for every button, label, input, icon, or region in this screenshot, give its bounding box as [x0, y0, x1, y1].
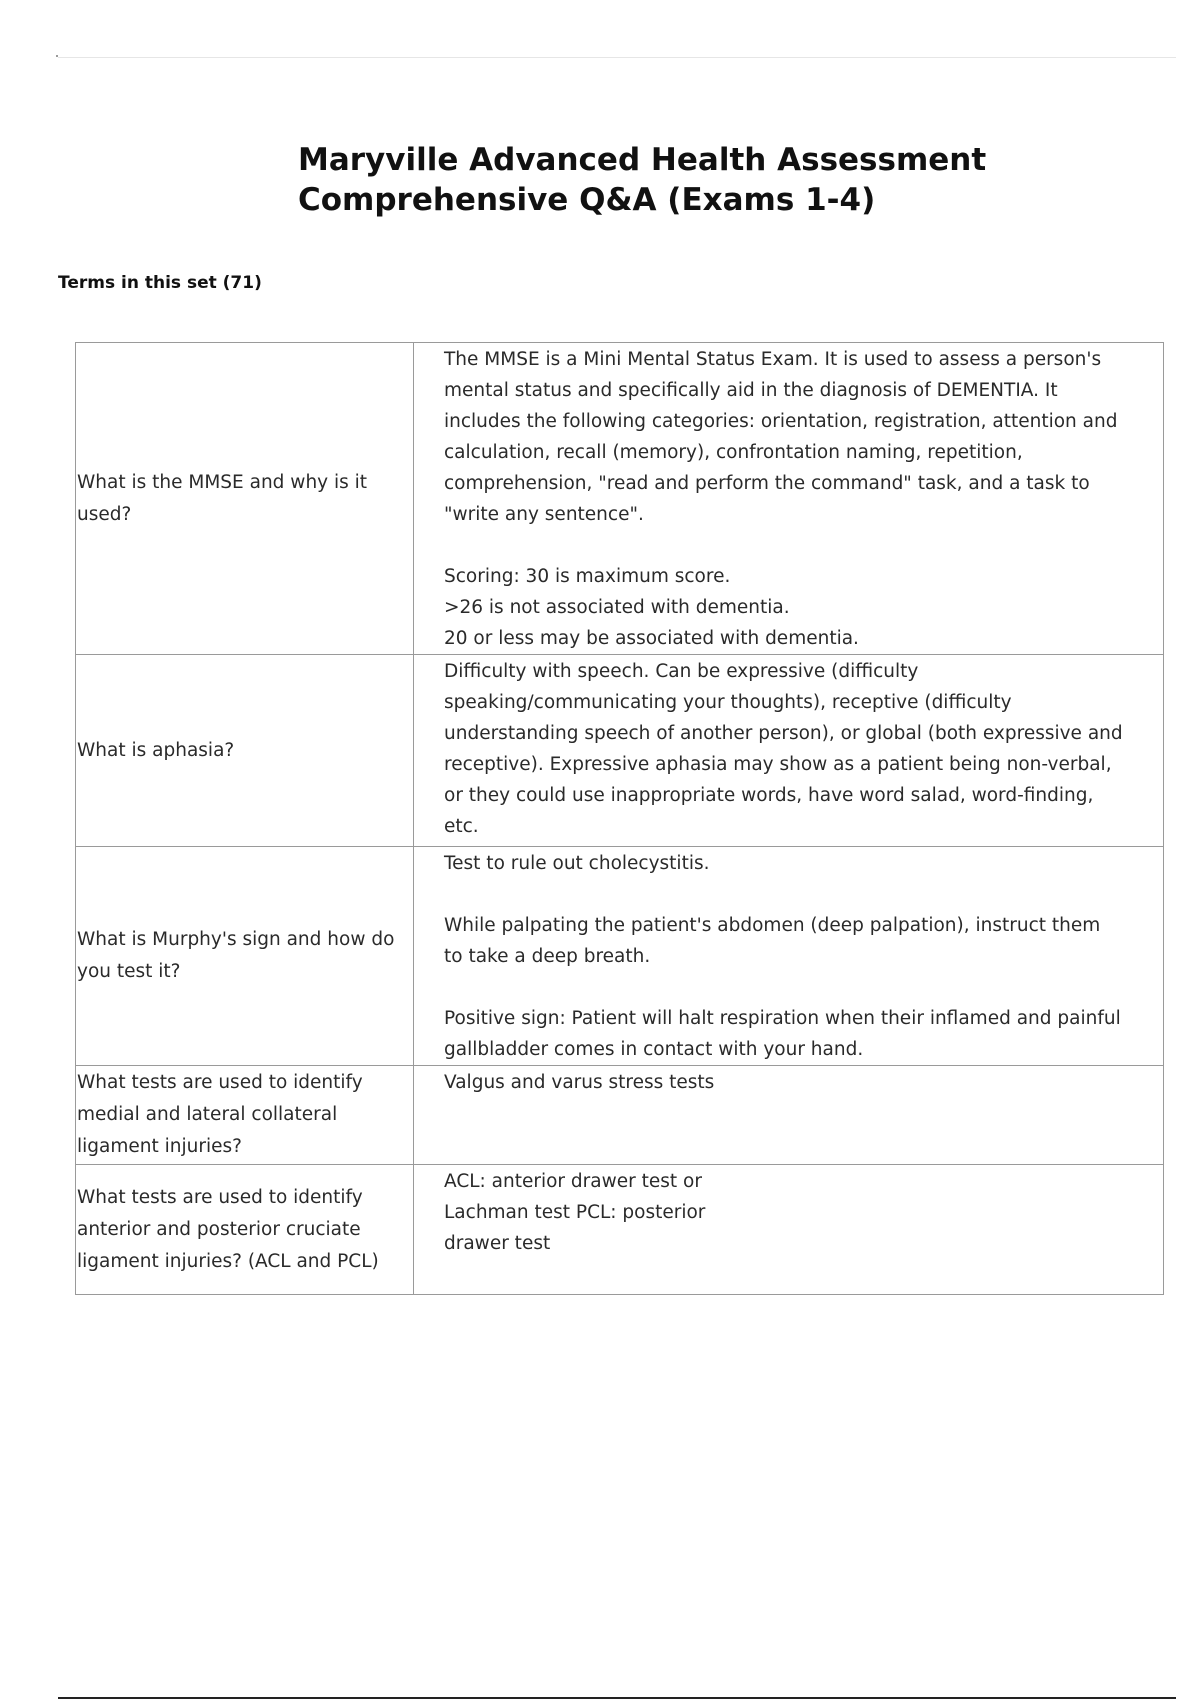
table-row: [76, 847, 1164, 1066]
answer-cell: Valgus and varus stress tests: [414, 1066, 1164, 1165]
flashcard-table: [75, 342, 1164, 1295]
question-cell: What tests are used to identify medial and lateral collateral ligament injuries?: [76, 1066, 414, 1165]
answer-cell: The MMSE is a Mini Mental Status Exam. It is used to assess a person's mental status and specifically aid in the diagnosis of DEMENTIA. It includes the following categories: orientation, registration, attention and calculation, recall (memory), confrontation naming, repetition, comprehension, "read and perform the command" task, and a task to "write any sentence". Scoring: 30 is maximum score. >26 is not associated with dementia. 20 or less may be associated with dementia.: [414, 343, 1164, 655]
table-row: [76, 1165, 1164, 1295]
answer-cell: Difficulty with speech. Can be expressive (difficulty speaking/communicating your thoughts), receptive (difficulty understanding speech of another person), or global (both expressive and receptive). Expressive aphasia may show as a patient being non-verbal, or they could use inappropriate words, have word salad, word-finding, etc.: [414, 655, 1164, 847]
question-cell: What is the MMSE and why is it used?: [76, 343, 414, 655]
answer-cell: ACL: anterior drawer test or Lachman test PCL: posterior drawer test: [414, 1165, 1164, 1295]
table-row: [76, 1066, 1164, 1165]
table-row: [76, 343, 1164, 655]
document-title: Maryville Advanced Health Assessment Comprehensive Q&A (Exams 1-4): [298, 142, 987, 218]
header-divider: [58, 57, 1176, 58]
question-cell: What is Murphy's sign and how do you test it?: [76, 847, 414, 1066]
answer-cell: Test to rule out cholecystitis. While palpating the patient's abdomen (deep palpation), instruct them to take a deep breath. Positive sign: Patient will halt respiration when their inflamed and painful gallbladder comes in contact with your hand.: [414, 847, 1164, 1066]
question-cell: What tests are used to identify anterior and posterior cruciate ligament injuries? (ACL and PCL): [76, 1165, 414, 1295]
footer-divider: [58, 1697, 1176, 1699]
terms-count: Terms in this set (71): [58, 273, 262, 293]
question-cell: What is aphasia?: [76, 655, 414, 847]
table-row: [76, 655, 1164, 847]
